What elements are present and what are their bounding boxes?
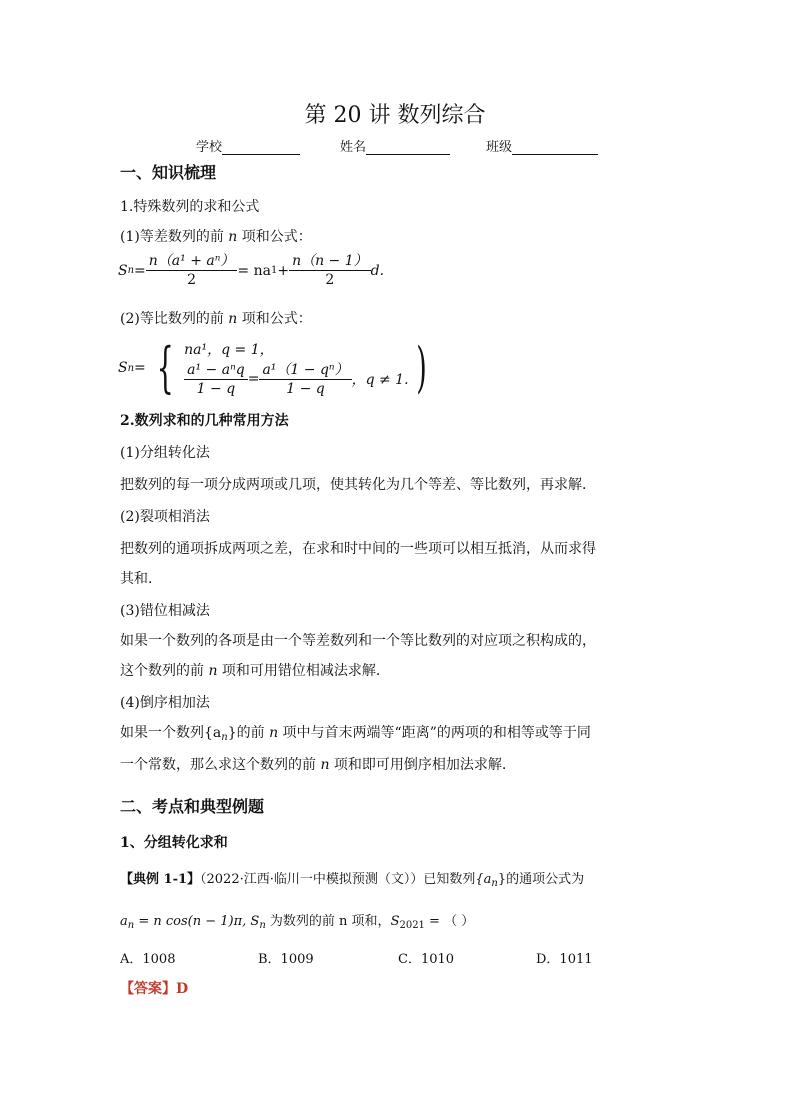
class-label: 班级 xyxy=(486,140,513,155)
example-tag: 【典例 1-1】 xyxy=(120,872,201,887)
method-4-text-2 xyxy=(120,754,506,774)
name-label: 姓名 xyxy=(340,140,367,155)
text: 项和公式： xyxy=(237,311,312,327)
case-1: na¹，q = 1， xyxy=(184,341,274,358)
method-4-text-1 xyxy=(120,722,591,743)
answer-tag: 【答案】 xyxy=(120,981,176,997)
example-line-1 xyxy=(120,868,584,889)
text: } xyxy=(497,872,507,887)
var-a: a xyxy=(120,914,128,929)
text: 这个数列的前 xyxy=(120,663,209,679)
sub: n xyxy=(221,732,228,743)
name-blank xyxy=(366,140,450,155)
sub: n xyxy=(259,920,266,931)
geometric-sum-label xyxy=(120,308,312,328)
fraction-denominator: 1 − q xyxy=(286,380,325,397)
fraction-numerator: n（a¹ + aⁿ） xyxy=(146,252,238,271)
school-field xyxy=(196,136,300,155)
sub: 2021 xyxy=(399,920,425,931)
option-c: C．1010 xyxy=(398,952,455,967)
var-s: S xyxy=(390,914,400,929)
var-n: n xyxy=(320,757,330,773)
formula-tail: d. xyxy=(370,262,385,279)
option-a: A．1008 xyxy=(120,952,176,967)
method-1-title: (1)分组转化法 xyxy=(120,445,210,461)
text: }的前 xyxy=(227,725,270,741)
fraction-denominator: 2 xyxy=(325,272,335,288)
method-3-text-1: 如果一个数列的各项是由一个等差数列和一个等比数列的对应项之积构成的， xyxy=(120,633,596,649)
name-field xyxy=(340,136,450,155)
class-blank xyxy=(512,140,598,155)
page-title: 第 20 讲 数列综合 xyxy=(304,103,486,128)
arithmetic-sum-label xyxy=(120,226,312,246)
fraction-numerator: a¹ − aⁿq xyxy=(184,361,248,380)
cases xyxy=(184,339,408,398)
method-1-text: 把数列的每一项分成两项或几项，使其转化为几个等差、等比数列，再求解. xyxy=(120,477,587,493)
paragraph-methods: 2.数列求和的几种常用方法 xyxy=(120,413,289,429)
formula-eq: = xyxy=(247,371,260,387)
text: 为数列的前 n 项和， xyxy=(265,914,391,929)
formula-eq: = xyxy=(134,360,146,376)
formula-s: S xyxy=(118,360,128,376)
text: 一个常数，那么求这个数列的前 xyxy=(120,757,321,773)
fraction xyxy=(146,252,238,289)
fraction-denominator: 1 − q xyxy=(196,380,236,397)
left-brace: { xyxy=(156,336,174,399)
text: 项中与首末两端等“距离”的两项的和相等或等于同 xyxy=(278,725,591,741)
formula-s: S xyxy=(118,262,128,279)
method-4-title: (4)倒序相加法 xyxy=(120,695,210,711)
text: 如果一个数列{a xyxy=(120,725,222,741)
method-3-text-2 xyxy=(120,660,380,680)
answer-value: D xyxy=(176,981,189,997)
fraction-numerator: a¹（1 − qⁿ） xyxy=(259,361,351,380)
fraction-numerator: n（n − 1） xyxy=(289,252,371,271)
fraction xyxy=(259,361,351,398)
school-label: 学校 xyxy=(196,140,223,155)
sub: n xyxy=(491,878,498,889)
var-n: n xyxy=(228,229,238,245)
var-n: n xyxy=(269,725,279,741)
formula-plus: + xyxy=(277,262,290,279)
method-2-text-2: 其和. xyxy=(120,571,153,587)
case-2 xyxy=(184,361,408,398)
text: (1)等差数列的前 xyxy=(120,229,229,245)
option-b: B．1009 xyxy=(258,952,314,967)
class-field xyxy=(486,136,598,155)
text: 项和公式： xyxy=(237,229,312,245)
subsection-heading: 1、分组转化求和 xyxy=(120,835,228,851)
fraction xyxy=(184,361,248,398)
section-heading-1: 一、知识梳理 xyxy=(120,163,217,182)
formula-eq: = na xyxy=(237,262,271,279)
fraction-denominator: 2 xyxy=(187,272,197,288)
formula-sub: n xyxy=(127,265,135,276)
formula-sub: 1 xyxy=(270,265,278,276)
text: 项和即可用倒序相加法求解. xyxy=(329,757,507,773)
geometric-sum-formula xyxy=(118,332,432,404)
text: (2)等比数列的前 xyxy=(120,311,229,327)
example-line-2 xyxy=(120,910,474,931)
method-2-title: (2)裂项相消法 xyxy=(120,509,210,525)
formula-tail: ，q ≠ 1. xyxy=(351,372,409,388)
fraction xyxy=(289,252,371,289)
school-blank xyxy=(222,140,300,155)
text: = n cos(n − 1)π, S xyxy=(134,914,260,929)
var-n: n xyxy=(228,311,238,327)
example-source: （2022·江西·临川一中模拟预测（文））已知数列 xyxy=(200,872,476,887)
var-n: n xyxy=(208,663,218,679)
method-2-text-1: 把数列的通项拆成两项之差，在求和时中间的一些项可以相互抵消，从而求得 xyxy=(120,541,596,557)
text: = （ ） xyxy=(424,914,475,929)
formula-sub: n xyxy=(127,362,135,374)
arithmetic-sum-formula xyxy=(118,252,384,289)
answer-line xyxy=(120,978,188,998)
section-heading-2: 二、考点和典型例题 xyxy=(120,797,265,816)
sub: n xyxy=(127,920,135,931)
option-d: D．1011 xyxy=(536,952,593,967)
formula-eq: = xyxy=(134,262,146,279)
right-brace: ) xyxy=(415,336,427,399)
text: 的通项公式为 xyxy=(506,872,585,887)
text: 项和可用错位相减法求解. xyxy=(217,663,381,679)
paragraph-sum-formulas: 1.特殊数列的求和公式 xyxy=(120,199,260,215)
method-3-title: (3)错位相减法 xyxy=(120,603,210,619)
sequence: {a xyxy=(475,872,492,887)
